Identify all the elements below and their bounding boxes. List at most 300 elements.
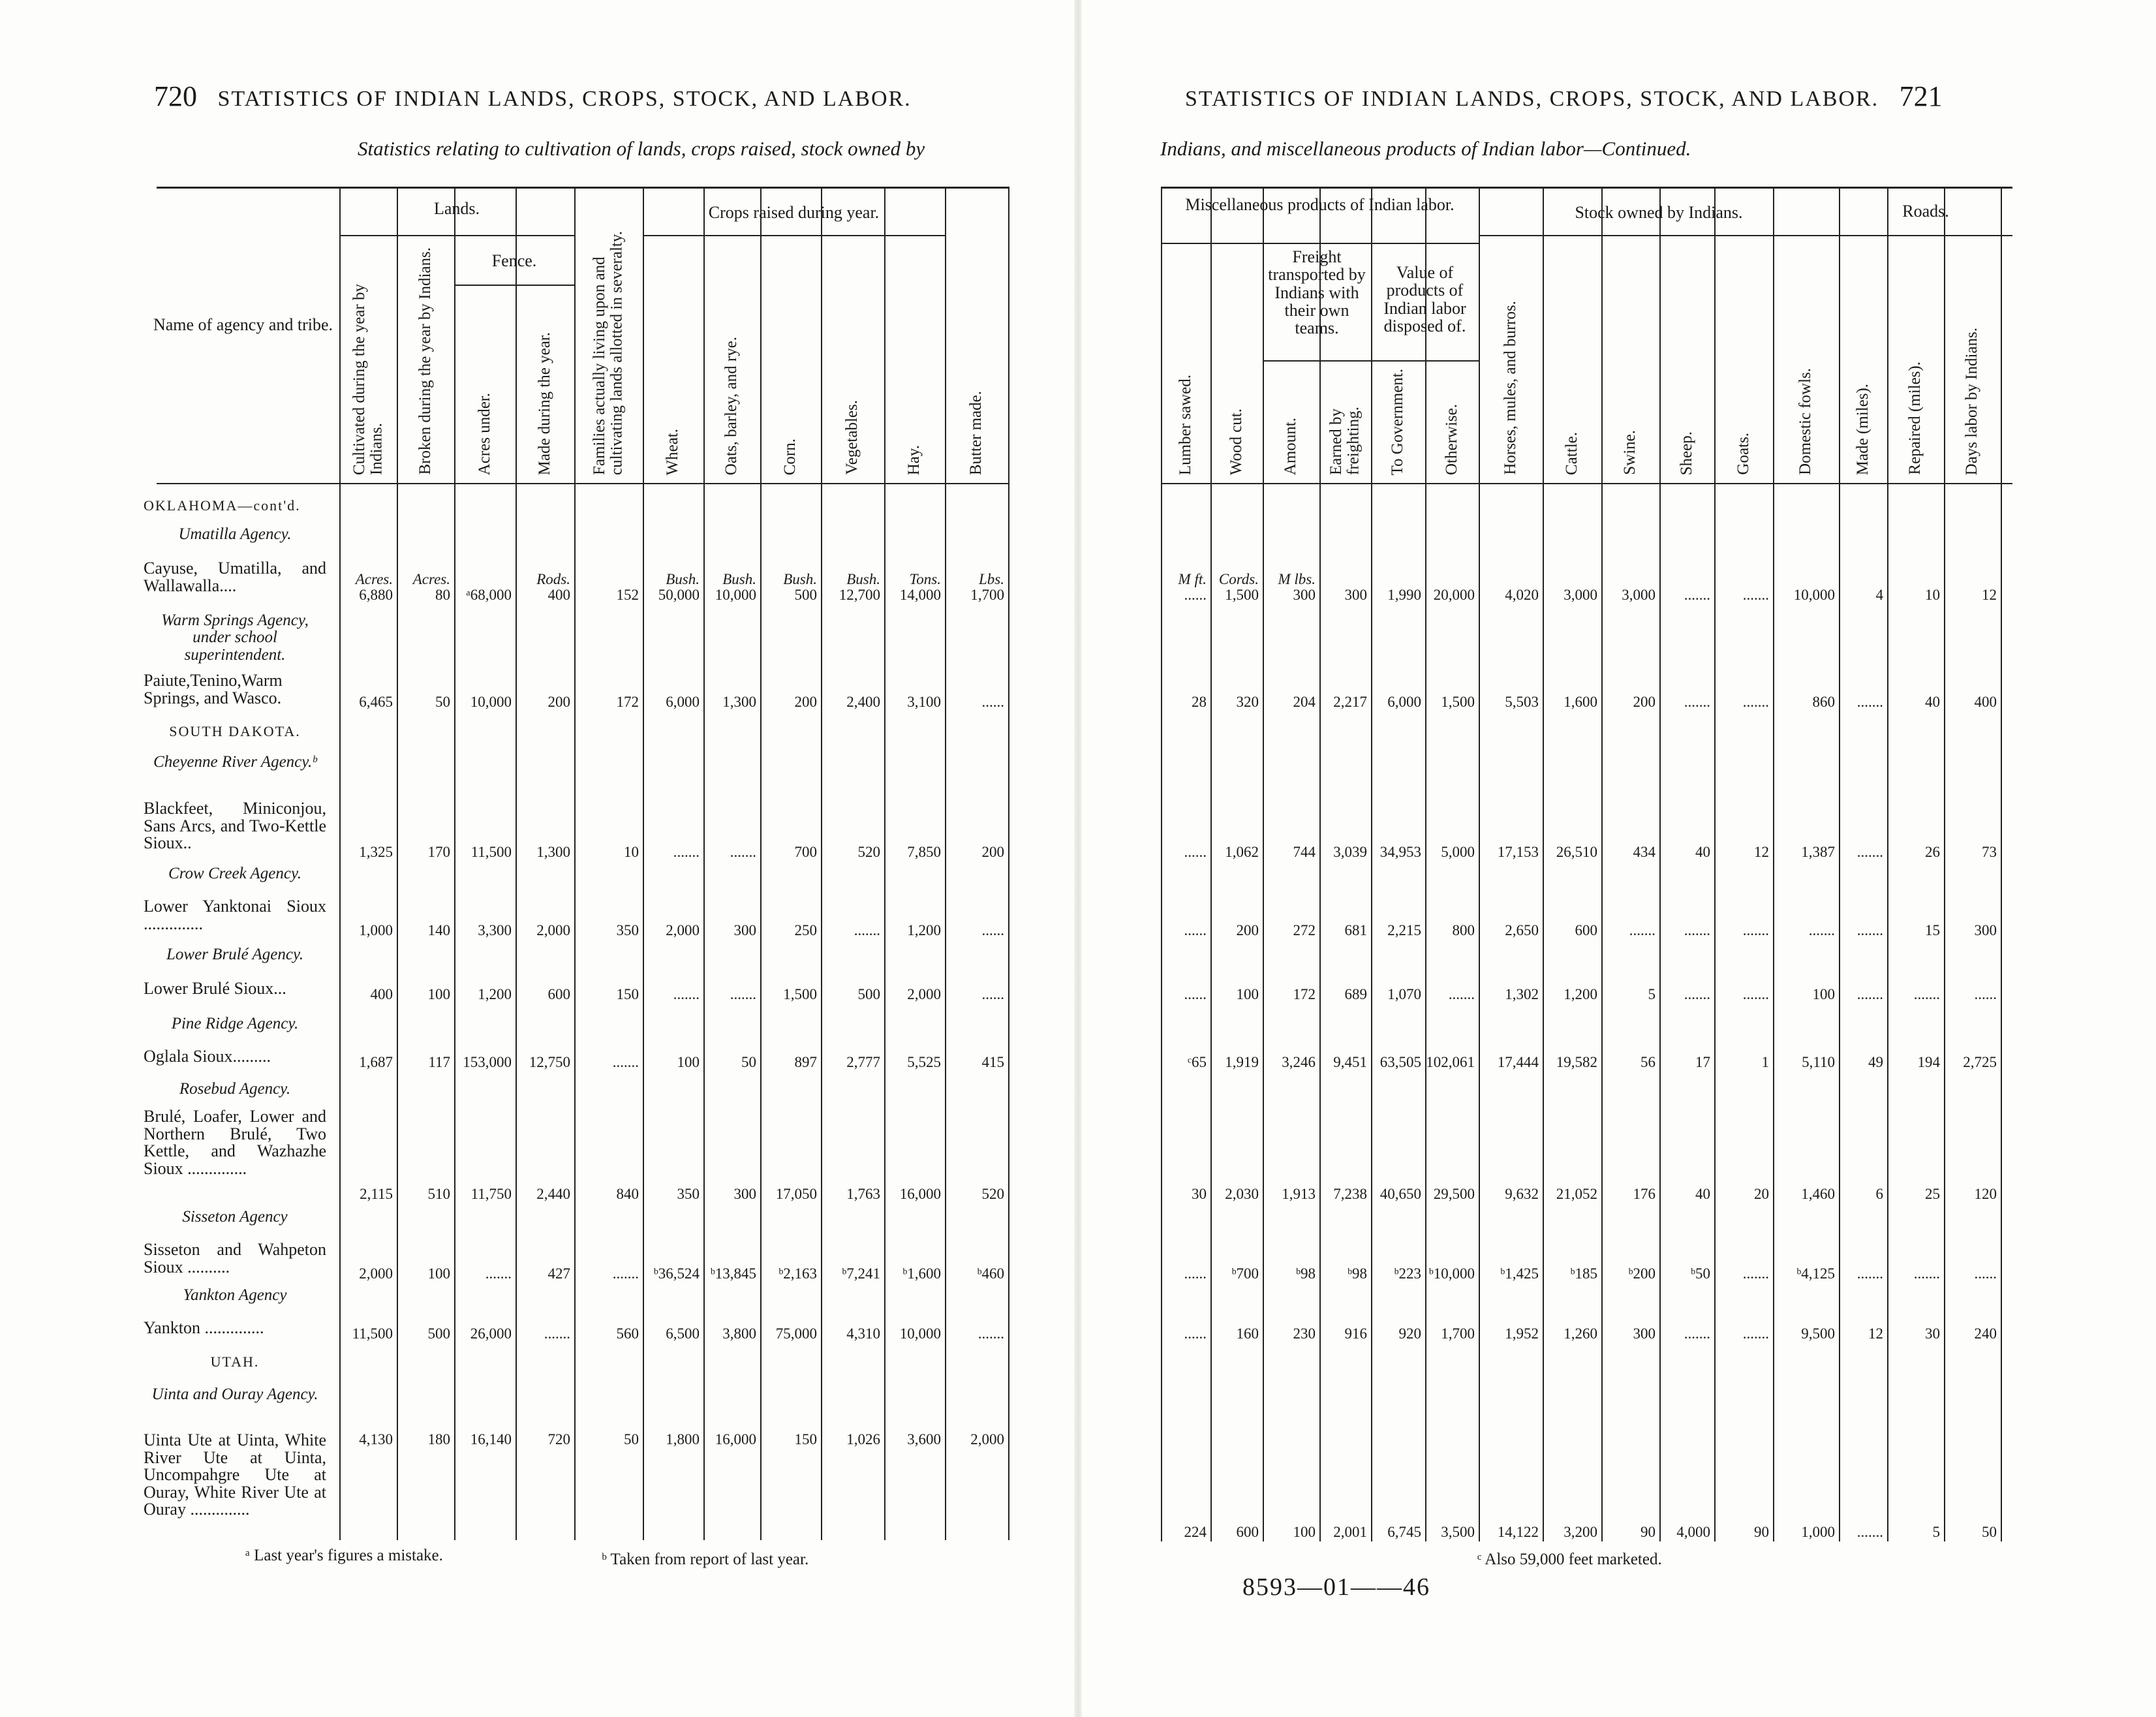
table-cell: 17,050: [775, 1186, 817, 1202]
column-header-text: Sheep.: [1677, 431, 1695, 475]
agency-label: Rosebud Agency.: [179, 1080, 291, 1098]
table-cell: 400: [370, 986, 393, 1002]
table-cell: 520: [857, 844, 880, 860]
table-cell: 7,238: [1333, 1186, 1367, 1202]
right-footnote: ᶜ Also 59,000 feet marketed.: [1477, 1551, 1662, 1568]
table-cell: .......: [612, 1265, 639, 1282]
table-cell: 2,650: [1505, 922, 1539, 938]
column-header-12: [1839, 243, 1887, 475]
table-cell: 204: [1293, 694, 1316, 710]
table-cell: 2,001: [1333, 1524, 1367, 1540]
table-cell: ......: [1974, 986, 1997, 1002]
table-cell: .......: [854, 922, 880, 938]
table-cell: 1,500: [1441, 694, 1475, 710]
column-header-text: Cultivated during the year by Indians.: [350, 284, 385, 475]
table-cell: 689: [1344, 986, 1367, 1002]
tribe-name: Paiute,Tenino,Warm Springs, and Wasco.: [144, 671, 283, 707]
table-cell: 2,440: [536, 1186, 570, 1202]
table-cell: 100: [1236, 986, 1259, 1002]
table-cell: 21,052: [1556, 1186, 1597, 1202]
table-cell: 7,850: [907, 844, 941, 860]
table-top-rule: [157, 187, 1008, 189]
table-cell: .......: [1742, 587, 1769, 603]
table-cell: 2,400: [846, 694, 880, 710]
table-cell: 6: [1875, 1186, 1883, 1202]
table-cell: 5,000: [1441, 844, 1475, 860]
unit-label: Bush.: [722, 571, 756, 587]
table-cell: ᵇ10,000: [1428, 1265, 1475, 1282]
table-cell: 10,000: [715, 587, 756, 603]
table-cell: 1,919: [1225, 1054, 1259, 1070]
table-cell: 500: [794, 587, 817, 603]
table-cell: .......: [1742, 922, 1769, 938]
table-cell: 1,200: [478, 986, 512, 1002]
column-header-0: [339, 241, 397, 475]
table-cell: 9,500: [1801, 1325, 1835, 1342]
table-cell: 300: [733, 1186, 756, 1202]
tribe-name: Brulé, Loafer, Lower and Northern Brulé, Two Kettle, and Wazhazhe Sioux ..............: [144, 1107, 326, 1178]
table-cell: 1,302: [1505, 986, 1539, 1002]
table-cell: 28: [1192, 694, 1207, 710]
column-header-text: Hay.: [905, 444, 923, 475]
table-cell: 224: [1184, 1524, 1207, 1540]
table-cell: 510: [427, 1186, 450, 1202]
table-cell: ......: [1184, 587, 1207, 603]
column-header-3: [516, 294, 574, 475]
tribe-name: Oglala Sioux.........: [144, 1047, 271, 1066]
state-section-label: OKLAHOMA—cont'd.: [144, 497, 301, 514]
table-cell: 272: [1293, 922, 1316, 938]
table-cell: 11,750: [470, 1186, 512, 1202]
column-header-text: Broken during the year by Indians.: [416, 247, 434, 475]
table-cell: 1,300: [536, 844, 570, 860]
table-cell: 1,062: [1225, 844, 1259, 860]
table-cell: 15: [1925, 922, 1940, 938]
table-cell: 240: [1974, 1325, 1997, 1342]
table-cell: 19,582: [1556, 1054, 1597, 1070]
table-cell: ᵇ223: [1394, 1265, 1421, 1282]
table-cell: ᵇ1,600: [902, 1265, 941, 1282]
agency-label: Crow Creek Agency.: [168, 865, 301, 882]
agency-label: Uinta and Ouray Agency.: [151, 1385, 318, 1403]
agency-label: Yankton Agency: [183, 1286, 287, 1304]
table-cell: ᵇ460: [977, 1265, 1004, 1282]
table-cell: 2,115: [360, 1186, 393, 1202]
column-header-9: [1659, 243, 1714, 475]
table-cell: .......: [1448, 986, 1475, 1002]
table-cell: 12: [1982, 587, 1997, 603]
column-header-text: Days labor by Indians.: [1963, 327, 1981, 475]
table-cell: 152: [616, 587, 639, 603]
table-cell: 29,500: [1433, 1186, 1475, 1202]
tribe-name: Yankton ..............: [144, 1318, 264, 1337]
table-cell: 3,246: [1282, 1054, 1316, 1070]
table-cell: 2,000: [359, 1265, 393, 1282]
table-cell: 5,525: [907, 1054, 941, 1070]
table-cell: 100: [1293, 1524, 1316, 1540]
table-cell: 560: [616, 1325, 639, 1342]
table-cell: 12: [1868, 1325, 1883, 1342]
table-cell: .......: [1913, 1265, 1940, 1282]
table-cell: 600: [1575, 922, 1597, 938]
table-cell: 800: [1452, 922, 1475, 938]
table-cell: .......: [1913, 986, 1940, 1002]
table-cell: 26,510: [1556, 844, 1597, 860]
table-cell: 3,000: [1563, 587, 1597, 603]
misc-group-rule: [1161, 243, 1479, 244]
table-cell: .......: [1808, 922, 1835, 938]
column-header-10: [1714, 243, 1773, 475]
table-cell: 10: [624, 844, 639, 860]
table-cell: 150: [616, 986, 639, 1002]
table-cell: 6,880: [359, 587, 393, 603]
table-cell: 16,000: [715, 1431, 756, 1447]
table-cell: ......: [1974, 1265, 1997, 1282]
unit-label: M lbs.: [1278, 571, 1316, 587]
table-cell: 4,020: [1505, 587, 1539, 603]
table-cell: .......: [612, 1054, 639, 1070]
table-cell: 500: [857, 986, 880, 1002]
table-cell: 3,800: [722, 1325, 756, 1342]
table-cell: 1,460: [1801, 1186, 1835, 1202]
stock-group-header: Stock owned by Indians.: [1575, 203, 1743, 222]
table-top-rule: [1161, 187, 2012, 189]
table-cell: ......: [981, 922, 1004, 938]
table-cell: 300: [733, 922, 756, 938]
table-cell: 2,000: [666, 922, 700, 938]
column-header-5: [643, 241, 703, 475]
lands-group-header: Lands.: [433, 199, 480, 218]
column-header-text: Lumber sawed.: [1176, 374, 1194, 475]
table-cell: .......: [1856, 844, 1883, 860]
table-cell: 400: [547, 587, 570, 603]
table-cell: 1,500: [1225, 587, 1259, 603]
table-cell: 350: [616, 922, 639, 938]
table-cell: 140: [427, 922, 450, 938]
agency-label: Warm Springs Agency, under school superintendent.: [161, 611, 309, 664]
table-cell: 200: [1633, 694, 1656, 710]
column-header-text: Wood cut.: [1227, 408, 1245, 475]
table-cell: 4: [1875, 587, 1883, 603]
table-cell: .......: [1684, 694, 1710, 710]
table-cell: 34,953: [1379, 844, 1421, 860]
table-cell: .......: [1856, 1265, 1883, 1282]
table-cell: 50: [1982, 1524, 1997, 1540]
column-header-text: Repaired (miles).: [1906, 362, 1924, 475]
table-cell: 427: [547, 1265, 570, 1282]
table-cell: 11,500: [352, 1325, 393, 1342]
column-header-4: [1371, 365, 1425, 475]
table-cell: .......: [1742, 986, 1769, 1002]
column-header-11: [1773, 243, 1839, 475]
unit-label: M ft.: [1178, 571, 1207, 587]
unit-label: Bush.: [783, 571, 817, 587]
column-header-text: Amount.: [1282, 417, 1300, 475]
table-cell: 500: [427, 1325, 450, 1342]
column-header-10: [945, 193, 1008, 475]
table-cell: 5: [1648, 986, 1656, 1002]
unit-label: Bush.: [846, 571, 880, 587]
table-cell: 200: [794, 694, 817, 710]
table-cell: 26,000: [470, 1325, 512, 1342]
table-cell: 20,000: [1433, 587, 1475, 603]
agency-label: Pine Ridge Agency.: [171, 1015, 299, 1032]
column-header-text: Corn.: [781, 438, 799, 475]
unit-label: Acres.: [412, 571, 450, 587]
table-cell: ᵇ98: [1295, 1265, 1316, 1282]
roads-group-rule: [1839, 235, 2012, 236]
stock-group-rule: [1479, 235, 1839, 236]
table-cell: 520: [981, 1186, 1004, 1202]
table-cell: .......: [1856, 986, 1883, 1002]
unit-label: Acres.: [355, 571, 393, 587]
table-cell: .......: [978, 1325, 1004, 1342]
table-cell: 1,070: [1387, 986, 1421, 1002]
table-cell: 1,260: [1563, 1325, 1597, 1342]
table-cell: 26: [1925, 844, 1940, 860]
table-cell: 63,505: [1379, 1054, 1421, 1070]
column-header-text: Cattle.: [1562, 432, 1580, 475]
table-cell: 1,990: [1387, 587, 1421, 603]
column-header-8: [821, 241, 884, 475]
column-header-text: Families actually living upon and cultivating lands allotted in severalty.: [591, 231, 626, 475]
table-cell: ......: [981, 986, 1004, 1002]
fence-group-rule: [454, 285, 574, 286]
table-cell: 1,387: [1801, 844, 1835, 860]
table-cell: 1,300: [722, 694, 756, 710]
unit-label: Rods.: [536, 571, 570, 587]
table-cell: 1,700: [970, 587, 1004, 603]
table-cell: 5,110: [1802, 1054, 1835, 1070]
table-cell: ......: [1184, 1265, 1207, 1282]
table-cell: 6,745: [1387, 1524, 1421, 1540]
table-cell: 3,000: [1622, 587, 1656, 603]
table-cell: 320: [1236, 694, 1259, 710]
table-cell: 1,500: [783, 986, 817, 1002]
table-cell: 40: [1925, 694, 1940, 710]
column-header-4: [574, 193, 643, 475]
table-cell: 1,000: [1801, 1524, 1835, 1540]
table-cell: 3,600: [907, 1431, 941, 1447]
unit-label: Lbs.: [979, 571, 1004, 587]
table-cell: 9,451: [1333, 1054, 1367, 1070]
column-header-7: [760, 241, 821, 475]
table-cell: 170: [427, 844, 450, 860]
table-cell: 1: [1761, 1054, 1769, 1070]
table-cell: ᵇ700: [1231, 1265, 1259, 1282]
table-cell: 40,650: [1379, 1186, 1421, 1202]
freight-group-rule: [1263, 360, 1371, 362]
table-cell: 897: [794, 1054, 817, 1070]
column-header-1: [1210, 248, 1263, 475]
table-cell: 920: [1398, 1325, 1421, 1342]
name-column-header: Name of agency and tribe.: [153, 315, 333, 334]
table-cell: 3,039: [1333, 844, 1367, 860]
table-cell: 300: [1974, 922, 1997, 938]
table-cell: 3,200: [1563, 1524, 1597, 1540]
column-header-6: [1479, 243, 1543, 475]
tribe-name: Lower Brulé Sioux...: [144, 979, 286, 998]
table-cell: ᵃ68,000: [466, 587, 512, 603]
signature-mark: 8593—01——46: [1242, 1573, 1430, 1601]
column-header-5: [1425, 365, 1479, 475]
table-cell: ᵇ1,425: [1500, 1265, 1539, 1282]
lands-group-rule: [339, 235, 574, 236]
table-cell: 172: [1293, 986, 1316, 1002]
table-cell: 6,465: [359, 694, 393, 710]
table-cell: 50: [624, 1431, 639, 1447]
table-cell: 681: [1344, 922, 1367, 938]
table-cell: 75,000: [775, 1325, 817, 1342]
column-header-text: Made during the year.: [535, 332, 553, 475]
table-cell: 2,030: [1225, 1186, 1259, 1202]
table-cell: 1,000: [359, 922, 393, 938]
table-cell: 153,000: [463, 1054, 512, 1070]
table-cell: ᵇ185: [1570, 1265, 1597, 1282]
table-cell: 860: [1812, 694, 1835, 710]
table-cell: ᵇ13,845: [710, 1265, 756, 1282]
table-cell: 200: [1236, 922, 1259, 938]
table-cell: 2,000: [536, 922, 570, 938]
table-cell: 916: [1344, 1325, 1367, 1342]
table-cell: .......: [1629, 922, 1656, 938]
table-cell: .......: [485, 1265, 512, 1282]
table-cell: 700: [794, 844, 817, 860]
table-cell: ᵇ36,524: [653, 1265, 700, 1282]
table-cell: 3,100: [907, 694, 941, 710]
header-bottom-rule: [157, 483, 1008, 484]
table-cell: 1,763: [846, 1186, 880, 1202]
column-header-text: Made (miles).: [1853, 383, 1871, 475]
table-cell: 11,500: [470, 844, 512, 860]
misc-group-header: Miscellaneous products of Indian labor.: [1185, 195, 1455, 214]
crops-group-rule: [643, 235, 945, 236]
column-header-13: [1887, 243, 1944, 475]
column-header-text: Wheat.: [664, 428, 682, 475]
table-cell: 600: [547, 986, 570, 1002]
table-cell: 50: [741, 1054, 756, 1070]
table-cell: .......: [1856, 922, 1883, 938]
table-cell: 250: [794, 922, 817, 938]
table-cell: ᵇ2,163: [778, 1265, 817, 1282]
table-cell: .......: [1684, 922, 1710, 938]
table-cell: ᵇ4,125: [1796, 1265, 1835, 1282]
table-cell: 176: [1633, 1186, 1656, 1202]
table-cell: 1,952: [1505, 1325, 1539, 1342]
table-cell: ᶜ65: [1188, 1054, 1207, 1070]
table-cell: 720: [547, 1431, 570, 1447]
table-cell: 56: [1640, 1054, 1656, 1070]
table-cell: 172: [616, 694, 639, 710]
table-cell: 6,000: [1387, 694, 1421, 710]
table-cell: 17,444: [1497, 1054, 1539, 1070]
state-section-label: SOUTH DAKOTA.: [169, 723, 301, 739]
column-header-text: Oats, barley, and rye.: [722, 336, 741, 475]
column-header-text: Otherwise.: [1442, 404, 1460, 475]
table-cell: 10,000: [1793, 587, 1835, 603]
table-cell: ......: [981, 694, 1004, 710]
table-cell: 194: [1917, 1054, 1940, 1070]
right-running-head: [1185, 80, 1943, 113]
table-cell: 17: [1695, 1054, 1710, 1070]
table-cell: 1,913: [1282, 1186, 1316, 1202]
left-page: [0, 0, 1077, 1717]
table-cell: 4,000: [1676, 1524, 1710, 1540]
table-cell: 200: [981, 844, 1004, 860]
tribe-name: Blackfeet, Miniconjou, Sans Arcs, and Two-Kettle Sioux..: [144, 799, 326, 853]
table-cell: 600: [1236, 1524, 1259, 1540]
table-cell: 3,300: [478, 922, 512, 938]
column-header-0: [1161, 248, 1210, 475]
value-group-rule: [1371, 360, 1479, 362]
table-cell: 1,600: [1563, 694, 1597, 710]
table-cell: 2,725: [1963, 1054, 1997, 1070]
table-cell: .......: [1856, 1524, 1883, 1540]
left-running-head: [154, 80, 912, 113]
column-header-text: Horses, mules, and burros.: [1501, 301, 1519, 475]
table-cell: 415: [981, 1054, 1004, 1070]
column-header-3: [1319, 365, 1371, 475]
column-header-2: [1263, 365, 1319, 475]
table-cell: 12,750: [529, 1054, 570, 1070]
tribe-name: Cayuse, Umatilla, and Wallawalla....: [144, 559, 326, 595]
table-cell: 4,130: [359, 1431, 393, 1447]
table-cell: 14,122: [1497, 1524, 1539, 1540]
table-cell: .......: [673, 844, 700, 860]
table-cell: 120: [1974, 1186, 1997, 1202]
table-cell: .......: [544, 1325, 570, 1342]
left-running-title: STATISTICS OF INDIAN LANDS, CROPS, STOCK, AND LABOR.: [217, 87, 912, 111]
table-cell: 50,000: [658, 587, 700, 603]
table-cell: 10,000: [470, 694, 512, 710]
table-cell: 9,632: [1505, 1186, 1539, 1202]
table-cell: 2,215: [1387, 922, 1421, 938]
table-cell: 1,200: [907, 922, 941, 938]
column-header-9: [884, 241, 945, 475]
table-cell: .......: [1742, 1325, 1769, 1342]
table-cell: 16,140: [470, 1431, 512, 1447]
table-cell: .......: [1684, 1325, 1710, 1342]
column-header-6: [703, 241, 760, 475]
column-header-text: Swine.: [1621, 430, 1639, 475]
agency-label: Lower Brulé Agency.: [166, 946, 303, 963]
table-cell: ᵇ50: [1690, 1265, 1710, 1282]
table-cell: 30: [1925, 1325, 1940, 1342]
column-header-text: Acres under.: [475, 392, 493, 475]
table-cell: 40: [1695, 1186, 1710, 1202]
table-cell: 1,700: [1441, 1325, 1475, 1342]
table-cell: 2,000: [907, 986, 941, 1002]
column-header-text: Earned by freighting.: [1327, 407, 1363, 475]
table-cell: 5: [1932, 1524, 1940, 1540]
table-cell: .......: [730, 844, 756, 860]
table-cell: 73: [1982, 844, 1997, 860]
table-cell: ......: [1184, 922, 1207, 938]
column-header-2: [454, 294, 516, 475]
table-cell: 117: [428, 1054, 450, 1070]
column-header-1: [397, 241, 454, 475]
table-cell: 1,200: [1563, 986, 1597, 1002]
table-cell: 40: [1695, 844, 1710, 860]
column-rule: [2001, 187, 2002, 1541]
table-cell: 160: [1236, 1325, 1259, 1342]
column-header-8: [1601, 243, 1659, 475]
left-page-number: 720: [154, 80, 197, 112]
table-cell: 80: [435, 587, 450, 603]
table-cell: 10: [1925, 587, 1940, 603]
column-header-text: To Government.: [1389, 368, 1407, 475]
table-cell: 17,153: [1497, 844, 1539, 860]
